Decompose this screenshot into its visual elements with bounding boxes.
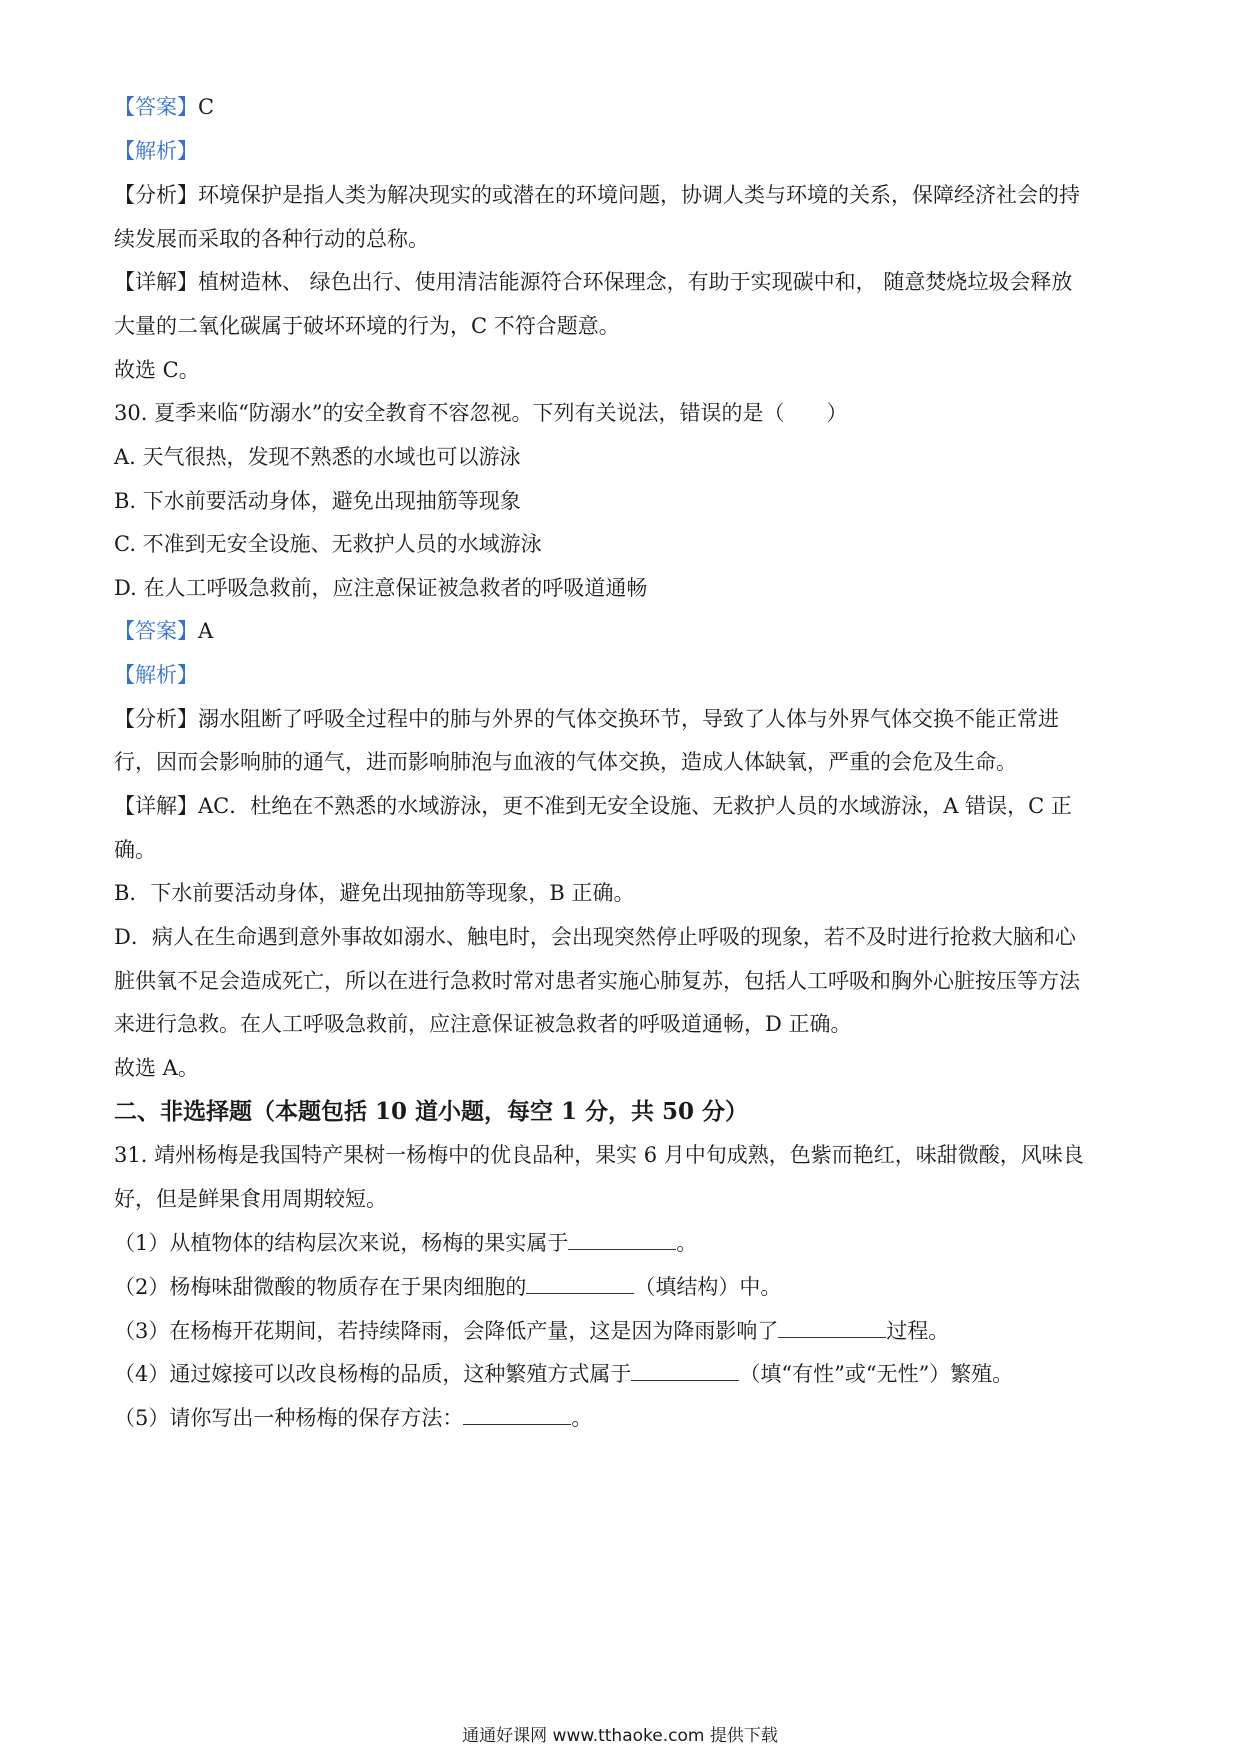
- fenxi-label: 【分析】: [114, 707, 198, 731]
- subquestion-text: （1）从植物体的结构层次来说，杨梅的果实属于: [114, 1231, 569, 1255]
- analysis-tag: 【解析】: [114, 139, 198, 163]
- fenxi-label: 【分析】: [114, 183, 198, 207]
- analysis-tag: 【解析】: [114, 663, 198, 687]
- fenxi-text: 环境保护是指人类为解决现实的或潜在的环境问题，协调人类与环境的关系，保障经济社会的持: [198, 183, 1080, 207]
- section-heading: 二、非选择题（本题包括 10 道小题，每空 1 分，共 50 分）: [114, 1098, 749, 1125]
- page-footer: 通通好课网 www.tthaoke.com 提供下载: [462, 1726, 778, 1746]
- option-b: B. 下水前要活动身体，避免出现抽筋等现象: [114, 489, 521, 513]
- conclusion-line: 故选 C。: [114, 358, 200, 382]
- text-line: 脏供氧不足会造成死亡，所以在进行急救时常对患者实施心肺复苏，包括人工呼吸和胸外心脏按压等方法: [114, 969, 1080, 993]
- option-d: D. 在人工呼吸急救前，应注意保证被急救者的呼吸道通畅: [114, 576, 648, 600]
- subquestion-3: [114, 1315, 1134, 1346]
- xiangjie-text: 植树造林、 绿色出行、使用清洁能源符合环保理念，有助于实现碳中和， 随意焚烧垃圾会释放: [198, 270, 1073, 294]
- option-a: A. 天气很热，发现不熟悉的水域也可以游泳: [114, 445, 521, 469]
- subquestion-suffix: 过程。: [886, 1319, 950, 1343]
- xiangjie-line: [114, 791, 1134, 821]
- fenxi-line: [114, 180, 1134, 210]
- question-30-stem: 30. 夏季来临“防溺水”的安全教育不容忽视。下列有关说法，错误的是（ ）: [114, 401, 848, 425]
- answer-tag: 【答案】: [114, 619, 198, 643]
- subquestion-text: （3）在杨梅开花期间，若持续降雨，会降低产量，这是因为降雨影响了: [114, 1319, 779, 1343]
- xiangjie-line: [114, 267, 1134, 297]
- subquestion-4: [114, 1358, 1134, 1389]
- subquestion-5: [114, 1402, 1134, 1433]
- answer-value: A: [198, 619, 214, 643]
- text-line: 大量的二氧化碳属于破坏环境的行为，C 不符合题意。: [114, 314, 620, 338]
- conclusion-line: 故选 A。: [114, 1056, 199, 1080]
- subquestion-suffix: （填结构）中。: [634, 1275, 782, 1299]
- subquestion-text: （2）杨梅味甜微酸的物质存在于果肉细胞的: [114, 1275, 527, 1299]
- option-c: C. 不准到无安全设施、无救护人员的水域游泳: [114, 532, 542, 556]
- xiangjie-label: 【详解】: [114, 794, 198, 818]
- question-31-stem: 31. 靖州杨梅是我国特产果树一杨梅中的优良品种，果实 6 月中旬成熟，色紫而艳红，味甜微酸，风味良: [114, 1143, 1084, 1167]
- analysis-tag-line: [114, 136, 1134, 166]
- analysis-tag-line: [114, 660, 1134, 690]
- subquestion-suffix: （填“有性”或“无性”）繁殖。: [739, 1362, 1014, 1386]
- subquestion-1: [114, 1227, 1134, 1258]
- text-line: 续发展而采取的各种行动的总称。: [114, 227, 429, 251]
- answer-blank[interactable]: [463, 1402, 571, 1425]
- answer-blank[interactable]: [631, 1358, 739, 1381]
- subquestion-2: [114, 1271, 1134, 1302]
- answer-line: [114, 616, 1134, 646]
- xiangjie-label: 【详解】: [114, 270, 198, 294]
- answer-blank[interactable]: [568, 1227, 676, 1250]
- text-line: 行，因而会影响肺的通气，进而影响肺泡与血液的气体交换，造成人体缺氧，严重的会危及生命。: [114, 750, 1017, 774]
- subquestion-suffix: 。: [571, 1406, 593, 1430]
- xiangjie-text: AC．杜绝在不熟悉的水域游泳，更不准到无安全设施、无救护人员的水域游泳，A 错误，C 正: [198, 794, 1072, 818]
- answer-blank[interactable]: [526, 1271, 634, 1294]
- text-line: 好，但是鲜果食用周期较短。: [114, 1187, 387, 1211]
- answer-value: C: [198, 95, 215, 119]
- answer-tag: 【答案】: [114, 95, 198, 119]
- subquestion-suffix: 。: [676, 1231, 698, 1255]
- answer-line: [114, 92, 1134, 122]
- fenxi-text: 溺水阻断了呼吸全过程中的肺与外界的气体交换环节，导致了人体与外界气体交换不能正常进: [198, 707, 1059, 731]
- subquestion-text: （4）通过嫁接可以改良杨梅的品质，这种繁殖方式属于: [114, 1362, 632, 1386]
- fenxi-line: [114, 704, 1134, 734]
- answer-blank[interactable]: [778, 1315, 886, 1338]
- text-line: 来进行急救。在人工呼吸急救前，应注意保证被急救者的呼吸道通畅，D 正确。: [114, 1012, 852, 1036]
- subquestion-text: （5）请你写出一种杨梅的保存方法：: [114, 1406, 464, 1430]
- text-line: D．病人在生命遇到意外事故如溺水、触电时，会出现突然停止呼吸的现象，若不及时进行抢救大脑和心: [114, 925, 1076, 949]
- text-line: B．下水前要活动身体，避免出现抽筋等现象，B 正确。: [114, 881, 635, 905]
- text-line: 确。: [114, 838, 156, 862]
